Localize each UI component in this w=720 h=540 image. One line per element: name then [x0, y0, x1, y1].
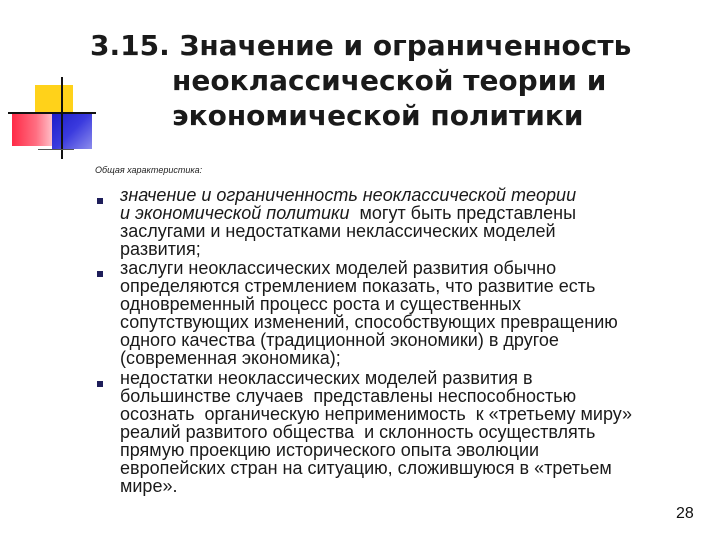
decor-red-square: [12, 112, 56, 146]
bullet-line: прямую проекцию исторического опыта эволюции: [120, 440, 540, 460]
bullet-line: (современная экономика);: [120, 348, 341, 368]
bullet-square-icon: [97, 198, 103, 204]
bullet-line: одного качества (традиционной экономики) в другое: [120, 330, 559, 350]
bullet-line: большинстве случаев представлены неспособностью: [120, 386, 577, 406]
bullet-line: заслугами и недостатками неклассических моделей: [120, 221, 556, 241]
decor-blue-square: [52, 113, 92, 149]
bullet-text: могут быть представлены: [349, 203, 577, 223]
decor-horizontal-line: [8, 112, 96, 114]
bullet-line: развития;: [120, 239, 201, 259]
bullet-item-1: [120, 186, 576, 258]
bullet-line: сопутствующих изменений, способствующих превращению: [120, 312, 618, 332]
page-number: 28: [676, 505, 694, 522]
title-line-1: 3.15. Значение и ограниченность: [90, 29, 632, 62]
bullet-line: определяются стремлением показать, что развитие есть: [120, 276, 596, 296]
section-subtitle: Общая характеристика:: [95, 165, 203, 175]
bullet-line: европейских стран на ситуацию, сложившуюся в «третьем: [120, 458, 612, 478]
bullet-line: недостатки неоклассических моделей развития в: [120, 368, 533, 388]
bullet-line: осознать органическую неприменимость к «третьему миру»: [120, 404, 632, 424]
slide-title: [90, 28, 631, 133]
bullet-line: одновременный процесс роста и существенных: [120, 294, 521, 314]
title-line-2: неоклассической теории и: [172, 64, 607, 97]
decor-vertical-line: [61, 77, 63, 159]
italic-text: и экономической политики: [120, 203, 350, 223]
bullet-line: [120, 186, 576, 204]
bullet-line: реалий развитого общества и склонность осуществлять: [120, 422, 596, 442]
italic-text: значение и ограниченность неоклассической теории: [120, 185, 577, 205]
bullet-item-2: [120, 259, 618, 367]
bullet-line: [120, 204, 576, 222]
bullet-line: заслуги неоклассических моделей развития обычно: [120, 258, 557, 278]
bullet-square-icon: [97, 271, 103, 277]
bullet-item-3: [120, 369, 632, 495]
bullet-line: мире».: [120, 476, 178, 496]
title-line-3: экономической политики: [172, 99, 584, 132]
bullet-square-icon: [97, 381, 103, 387]
decor-short-line: [38, 149, 74, 150]
